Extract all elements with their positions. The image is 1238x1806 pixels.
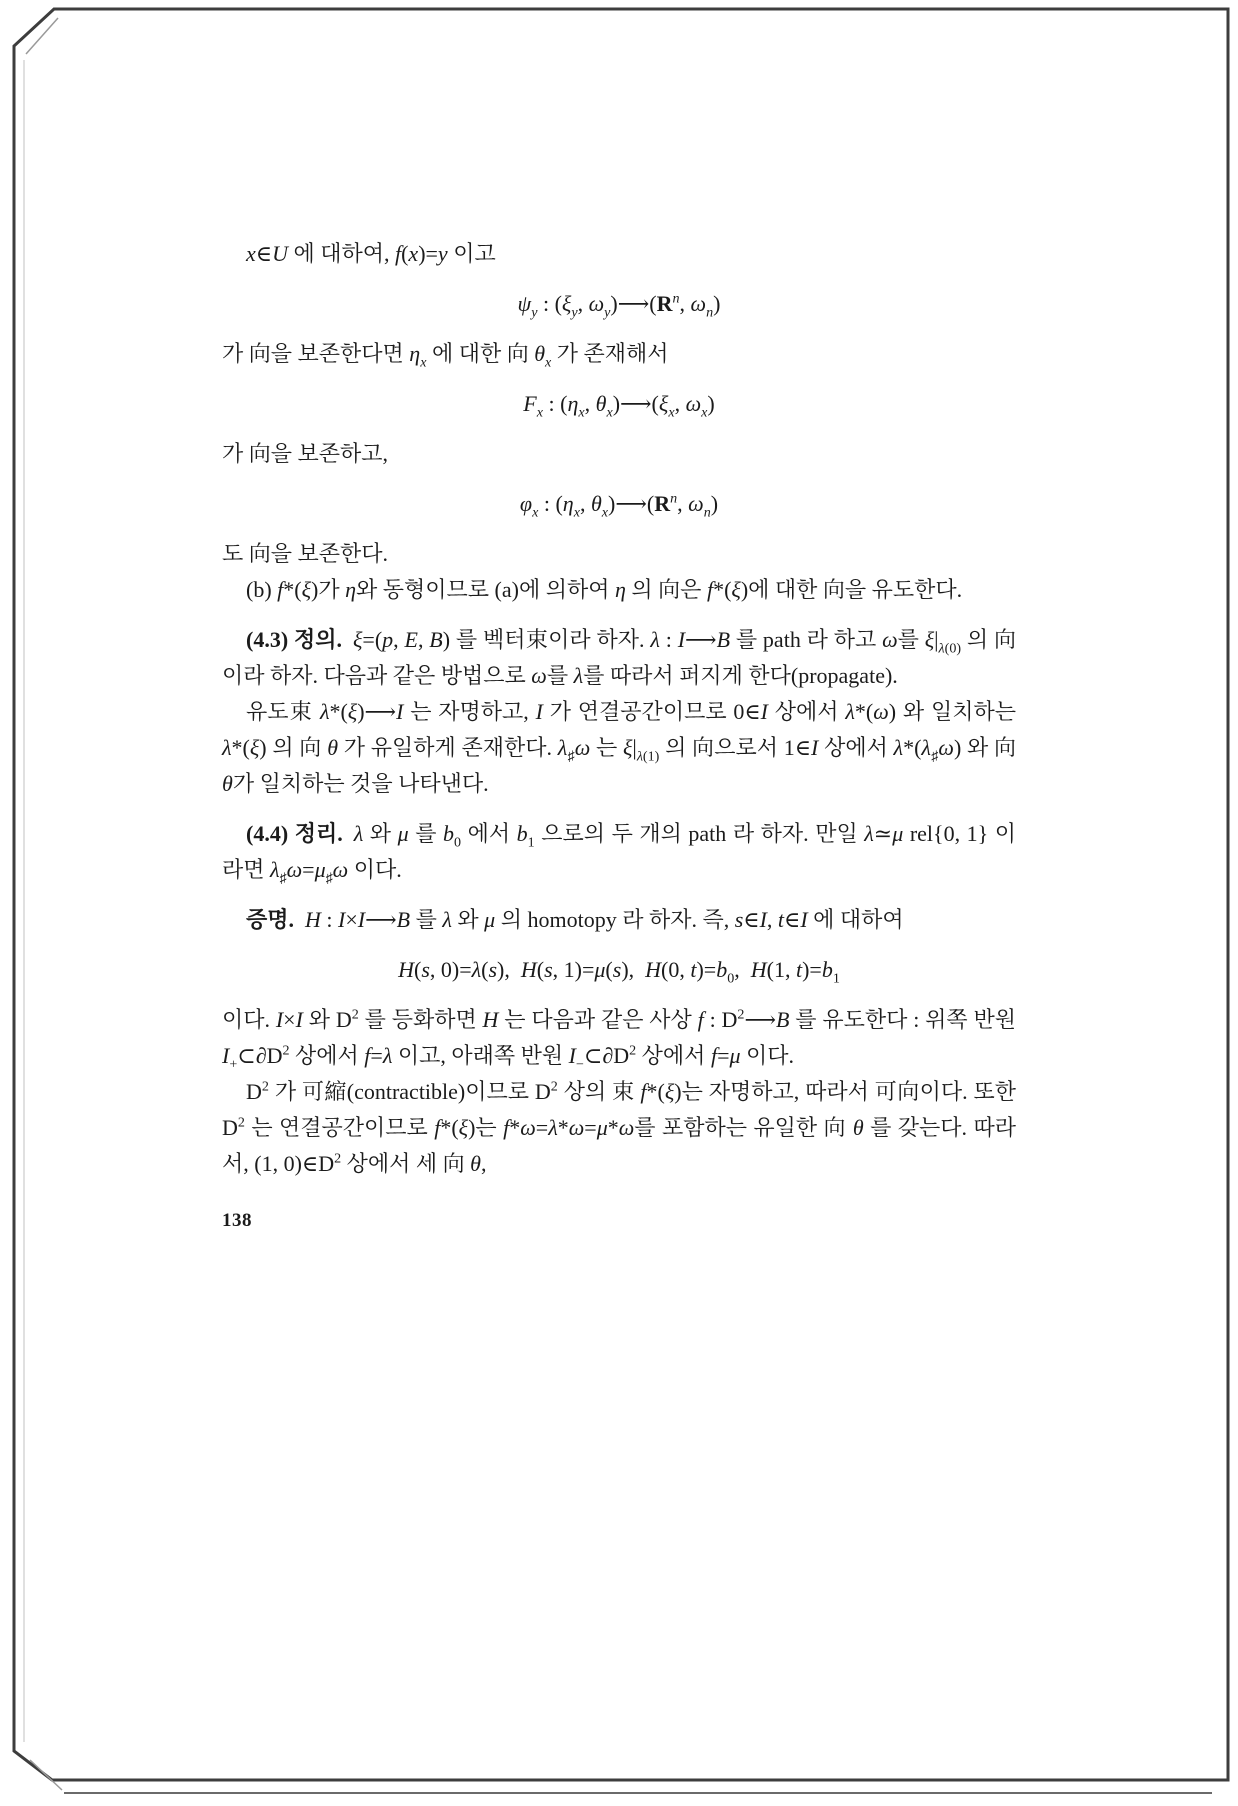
- page-content: [222, 236, 1016, 1232]
- proof-homotopy: 증명. H : I×I⟶B 를 λ 와 μ 의 homotopy 라 하자. 즉, s∈I, t∈I 에 대하여: [246, 907, 904, 932]
- equation-psi-y: $\psi_y$ : ($\xi_y$, $\omega_y)⟶(R^n$, $\omega_n$): [517, 290, 721, 321]
- paragraph-preserves-and: 가 向을 보존하고,: [222, 441, 389, 466]
- paragraph-induced-bundle: 유도束 λ*(ξ)⟶I 는 자명하고, I 가 연결공간이므로 0∈I 상에서 λ*(ω) 와 일치하는 λ*(ξ) 의 向 θ 가 유일하게 존재한다. $\lambda_♯\omega$ 는 $\xi|_{\lambda(1)}$ 의 向으로서 1∈I 상에서 $\lambda*(\lambda_♯\omega)$ 와 向 θ가 일치하는 것을 나타낸다.: [222, 699, 1016, 796]
- paragraph-condition: x∈U 에 대하여, f(x)=y 이고: [246, 241, 496, 266]
- equation-phi-x: $\varphi_x$ : ($\eta_x$, $\theta_x)⟶(R^n$, $\omega_n$): [519, 490, 719, 521]
- paragraph-part-b: (b) f*(ξ)가 η와 동형이므로 (a)에 의하여 η 의 向은 f*(ξ)에 대한 向을 유도한다.: [246, 577, 963, 602]
- paragraph-also-preserves: 도 向을 보존한다.: [222, 541, 389, 566]
- paragraph-disk-map: 이다. I×I 와 $D^2$ 를 등화하면 H 는 다음과 같은 사상 f : $D^2⟶B$ 를 유도한다 : 위쪽 반원 $I_+\subset\partial D^2$ 상에서 f=λ 이고, 아래쪽 반원 $I_-\subset\partial D^2$ 상에서 f=μ 이다.: [222, 1006, 1017, 1073]
- theorem-4-4: (4.4) 정리. λ 와 μ 를 $b_0$ 에서 $b_1$ 으로의 두 개의 path 라 하자. 만일 λ≃μ rel{0, 1} 이라면 $\lambda_♯\omega=\mu_♯\omega$ 이다.: [222, 821, 1016, 887]
- equation-homotopy-conditions: H(s, 0)=λ(s), H(s, 1)=μ(s), H(0, $t)=b_0$, H(1, $t)=b_1$: [398, 957, 840, 987]
- equation-F-x: $F_x$ : ($\eta_x$, $\theta_x)⟶(\xi_x$, $\omega_x$): [523, 391, 715, 421]
- definition-4-3: (4.3) 정의. ξ=(p, E, B) 를 벡터束이라 하자. λ : I⟶B 를 path 라 하고 ω를 $\xi|_{\lambda(0)}$ 의 向이라 하자. 다음과 같은 방법으로 ω를 λ를 따라서 퍼지게 한다(propagate).: [222, 627, 1016, 688]
- paragraph-orientation-exists: 가 向을 보존한다면 $\eta_x$ 에 대한 向 $\theta_x$ 가 존재해서: [222, 341, 669, 371]
- paragraph-contractible: $D^2$ 가 可縮(contractible)이므로 $D^2$ 상의 束 f*(ξ)는 자명하고, 따라서 可向이다. 또한 $D^2$ 는 연결공간이므로 f*(ξ)는 f*ω=λ*ω=μ*ω를 포함하는 유일한 向 θ 를 갖는다. 따라서, (1, $0)\in D^2$ 상에서 세 向 θ,: [222, 1078, 1016, 1176]
- page-number: 138: [222, 1210, 252, 1231]
